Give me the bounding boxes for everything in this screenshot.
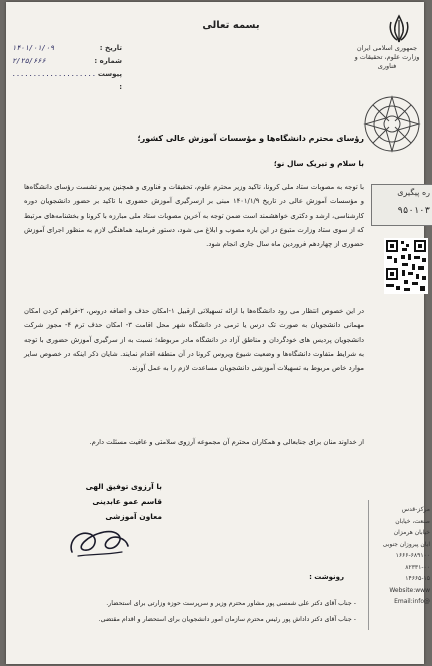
cc-item-1: - جناب آقای دکتر علی شمسی پور مشاور محترم وزیر و سرپرست حوزه وزارتی برای استحضار. [106, 600, 356, 607]
ornament-rosette-icon [362, 94, 422, 154]
greeting: با سلام و تبریک سال نو؛ [273, 159, 364, 168]
address-divider [368, 500, 369, 630]
signature-block [82, 479, 162, 524]
address-line: خیابان هرمزان [393, 529, 430, 536]
date-value: ۱۴۰۱/۰۱/۰۹ [12, 44, 55, 52]
signature-wish: با آرزوی توفیق الهی [85, 482, 162, 491]
number-row [12, 55, 122, 68]
tracking-number: ۹۵۰۱۰۳ [397, 206, 430, 216]
website-line[interactable]: Website:www [389, 586, 430, 594]
cc-heading: رونوشت : [309, 573, 344, 581]
ministry-name [352, 44, 422, 71]
date-label: تاریخ : [99, 44, 122, 52]
basmala: بسمه تعالی [202, 20, 260, 31]
tracking-label: ره پیگیری [397, 188, 430, 197]
email-line[interactable]: Email:info@ [394, 598, 430, 605]
address-line: ۸۲۳۳۱-۰۰ [405, 563, 430, 571]
ministry-line-1: جمهوری اسلامی ایران [356, 44, 418, 52]
body-paragraph-1: با توجه به مصوبات ستاد ملی کرونا، تاکید وزیر محترم علوم، تحقیقات و فناوری و همچنین پیرو نشست رؤسای دانشگاه‌ها و مؤسسات آموزش عالی در تاریخ ۱۴۰۱/۱/۹ مبنی بر ازسرگیری آموزش حضوری با تاکید بر حضور دانشجویان دوره کارشناسی، ارشد و دکتری خواهشمند است ضمن توجه به آخرین مصوبات ستاد ملی مبارزه با کرونا و بخشنامه‌های مرتبط که از سوی ستاد وزارت متبوع در این باره مصوب و ابلاغ می شود، دستور فرمایید هماهنگی لازم به منظور اجرای آموزش حضوری از چهاردهم فروردین ماه سال جاری انجام شود. [24, 183, 364, 249]
signer-title: معاون آموزشی [105, 512, 162, 521]
iran-emblem-icon [386, 14, 412, 44]
letter-page [6, 2, 430, 664]
attachment-label: پیوست : [97, 70, 122, 91]
number-value: ۲/۲۵/۶۶۶ [12, 57, 46, 65]
attachment-row [12, 68, 122, 94]
signer-name: قاسم عمو عابدینی [92, 497, 162, 506]
address-line: ۱۶۶۶-۶۸۹۱۰۰ [395, 552, 430, 559]
cc-item-2: - جناب آقای دکتر داداش پور رئیس محترم سازمان امور دانشجویان برای استحضار و اقدام مقتضی. [98, 616, 356, 623]
address-line: ۱۴۶۶۵-۱۵ [405, 575, 430, 582]
handwritten-signature-icon [64, 522, 134, 562]
body-paragraph-2: در این خصوص انتظار می رود دانشگاه‌ها با ارائه تسهیلاتی ازقبیل ۱-امکان حذف و اضافه دروس، ۲-فراهم کردن امکان مهمانی دانشجویان به صورت تک درس یا ترمی در دانشگاه شهر محل اقامت ۳- امکان حذف ترم ۴- مجوز شرکت دانشجویان پردیس های خودگردان و مناطق آزاد در دانشگاه مادر مربوطه؛ نسبت به از سرگیری آموزش حضوری با توجه به شرایط متفاوت دانشگاه‌ها و وضعیت شیوع ویروس کرونا در آن منطقه اقدام نمایند. شایان ذکر اینکه در خصوص سایر موارد خاص مربوط به تسهیلات آموزشی دانشجویان مساعدت لازم را به عمل آورند. [24, 307, 365, 373]
address-line: مرکز-قدس [401, 506, 430, 513]
date-row [12, 42, 122, 55]
address-line: صنعت، خیابان [395, 517, 430, 525]
qr-code-icon[interactable] [384, 238, 428, 294]
address-column [374, 504, 430, 608]
ministry-line-2: وزارت علوم، تحقیقات و فناوری [354, 53, 420, 70]
closing-paragraph: از خداوند منان برای جنابعالی و همکاران محترم آن مجموعه آرزوی سلامتی و عافیت مسئلت دارم. [89, 438, 364, 446]
attachment-value: .................... [12, 70, 97, 78]
letter-meta [12, 42, 122, 94]
address-line: ابان پیروزان جنوبی [382, 540, 430, 548]
recipient-heading: رؤسای محترم دانشگاه‌ها و مؤسسات آموزش عالی کشور؛ [137, 134, 364, 143]
number-label: شماره : [94, 57, 122, 65]
